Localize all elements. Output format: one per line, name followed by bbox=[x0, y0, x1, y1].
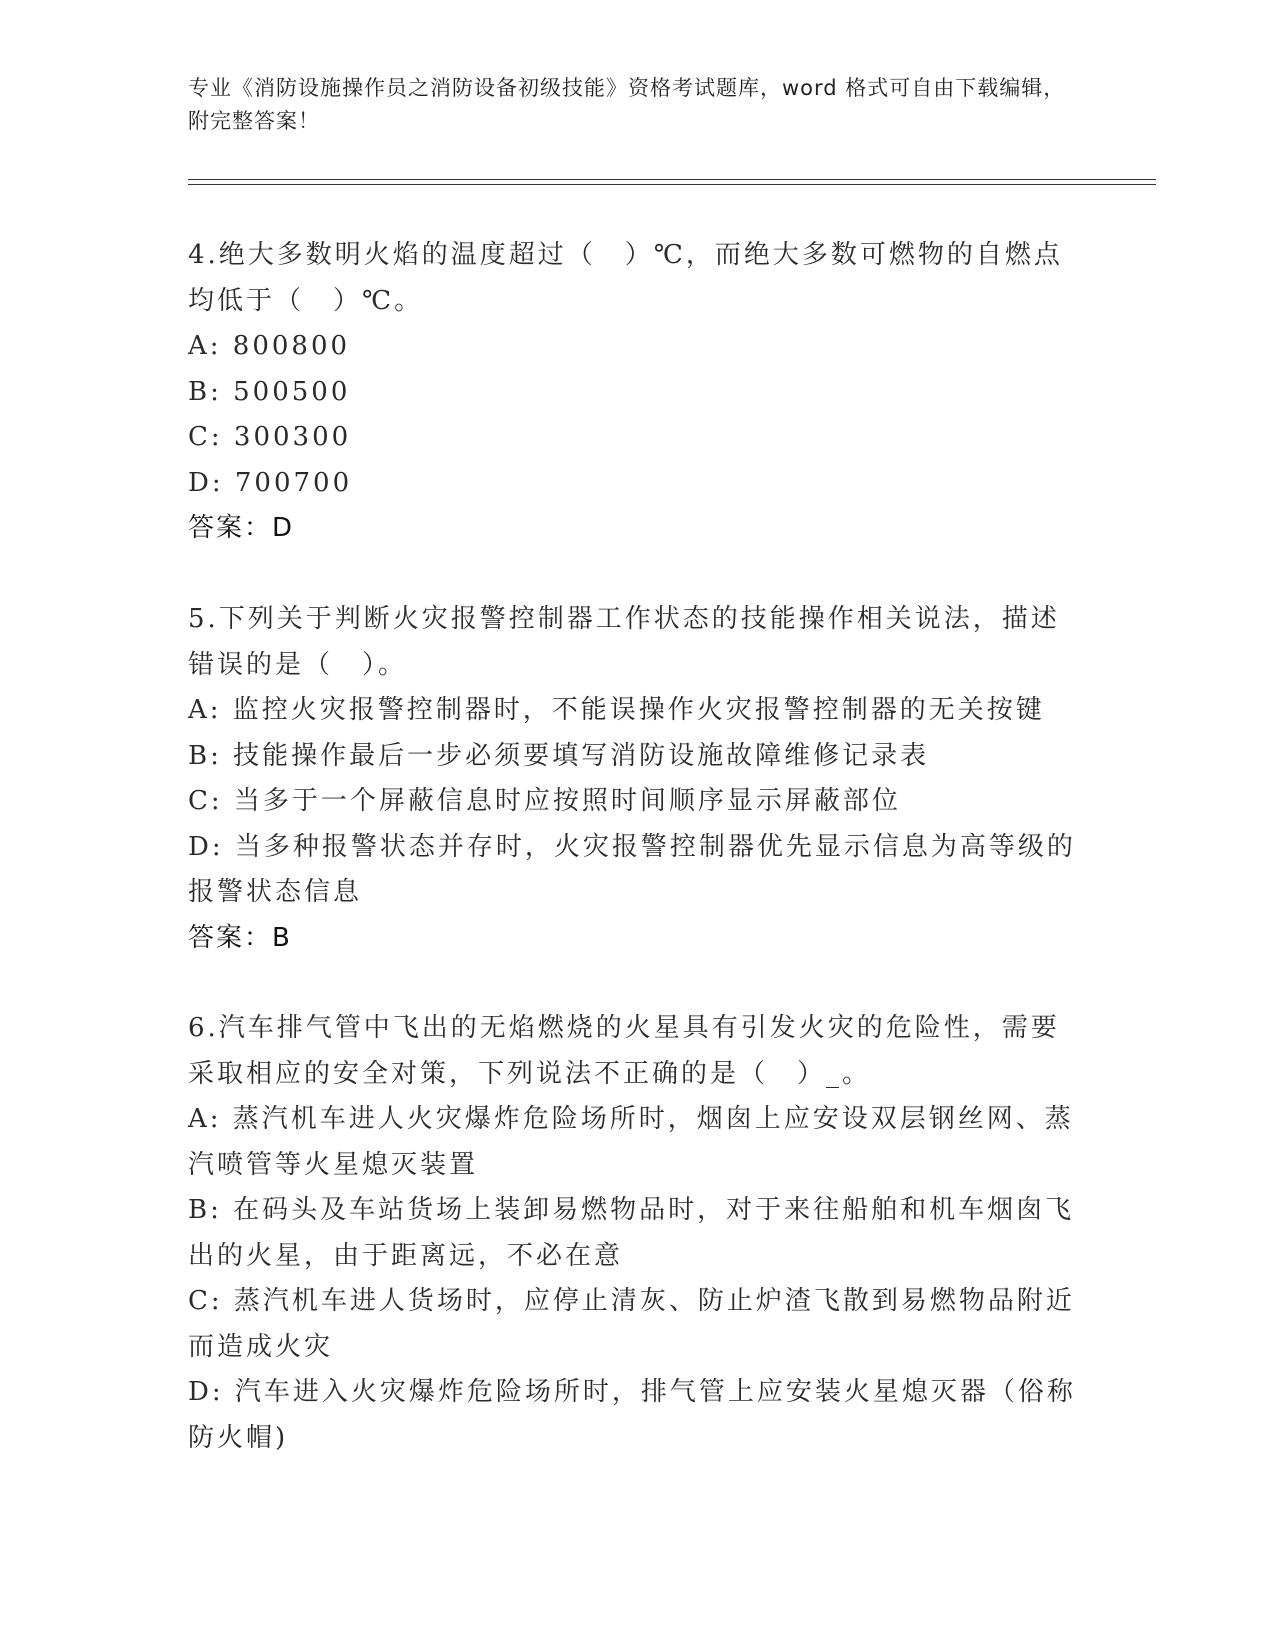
question-stem: 5.下列关于判断火灾报警控制器工作状态的技能操作相关说法，描述错误的是（ ）。 bbox=[188, 604, 1060, 680]
option-b: B: 在码头及车站货场上装卸易燃物品时，对于来往船舶和机车烟囱飞出的火星，由于距离远，不必在意 bbox=[188, 1195, 1075, 1271]
option-b: B: 技能操作最后一步必须要填写消防设施故障维修记录表 bbox=[188, 740, 930, 771]
option-b: B: 500500 bbox=[188, 376, 351, 407]
option-d: D: 当多种报警状态并存时，火灾报警控制器优先显示信息为高等级的报警状态信息 bbox=[188, 831, 1076, 907]
document-header-note: 专业《消防设施操作员之消防设备初级技能》资格考试题库，word 格式可自由下载编辑，附完整答案！ bbox=[188, 76, 1066, 133]
option-c: C: 当多于一个屏蔽信息时应按照时间顺序显示屏蔽部位 bbox=[188, 786, 901, 816]
question-block-4 bbox=[188, 233, 1088, 552]
question-block-6 bbox=[188, 1006, 1088, 1461]
header-divider-line bbox=[188, 179, 1156, 180]
header-divider-line-secondary bbox=[188, 184, 1156, 185]
option-a: A: 监控火灾报警控制器时，不能误操作火灾报警控制器的无关按键 bbox=[188, 695, 1045, 725]
answer-label: 答案：B bbox=[188, 922, 292, 953]
option-c: C: 300300 bbox=[188, 422, 352, 452]
question-block-5 bbox=[188, 597, 1088, 961]
question-stem: 4.绝大多数明火焰的温度超过（ ）℃，而绝大多数可燃物的自燃点均低于（ ）℃。 bbox=[188, 240, 1063, 316]
question-stem: 6.汽车排气管中飞出的无焰燃烧的火星具有引发火灾的危险性，需要采取相应的安全对策，下列说法不正确的是（ ）_。 bbox=[188, 1013, 1060, 1089]
option-a: A: 800800 bbox=[188, 331, 351, 361]
option-c: C: 蒸汽机车进人货场时，应停止清灰、防止炉渣飞散到易燃物品附近而造成火灾 bbox=[188, 1286, 1075, 1362]
option-a: A: 蒸汽机车进人火灾爆炸危险场所时，烟囱上应安设双层钢丝网、蒸汽喷管等火星熄灭装置 bbox=[188, 1104, 1074, 1180]
answer-label: 答案：D bbox=[188, 513, 295, 543]
option-d: D: 700700 bbox=[188, 467, 353, 498]
option-d: D: 汽车进入火灾爆炸危险场所时，排气管上应安装火星熄灭器（俗称防火帽) bbox=[188, 1377, 1076, 1453]
